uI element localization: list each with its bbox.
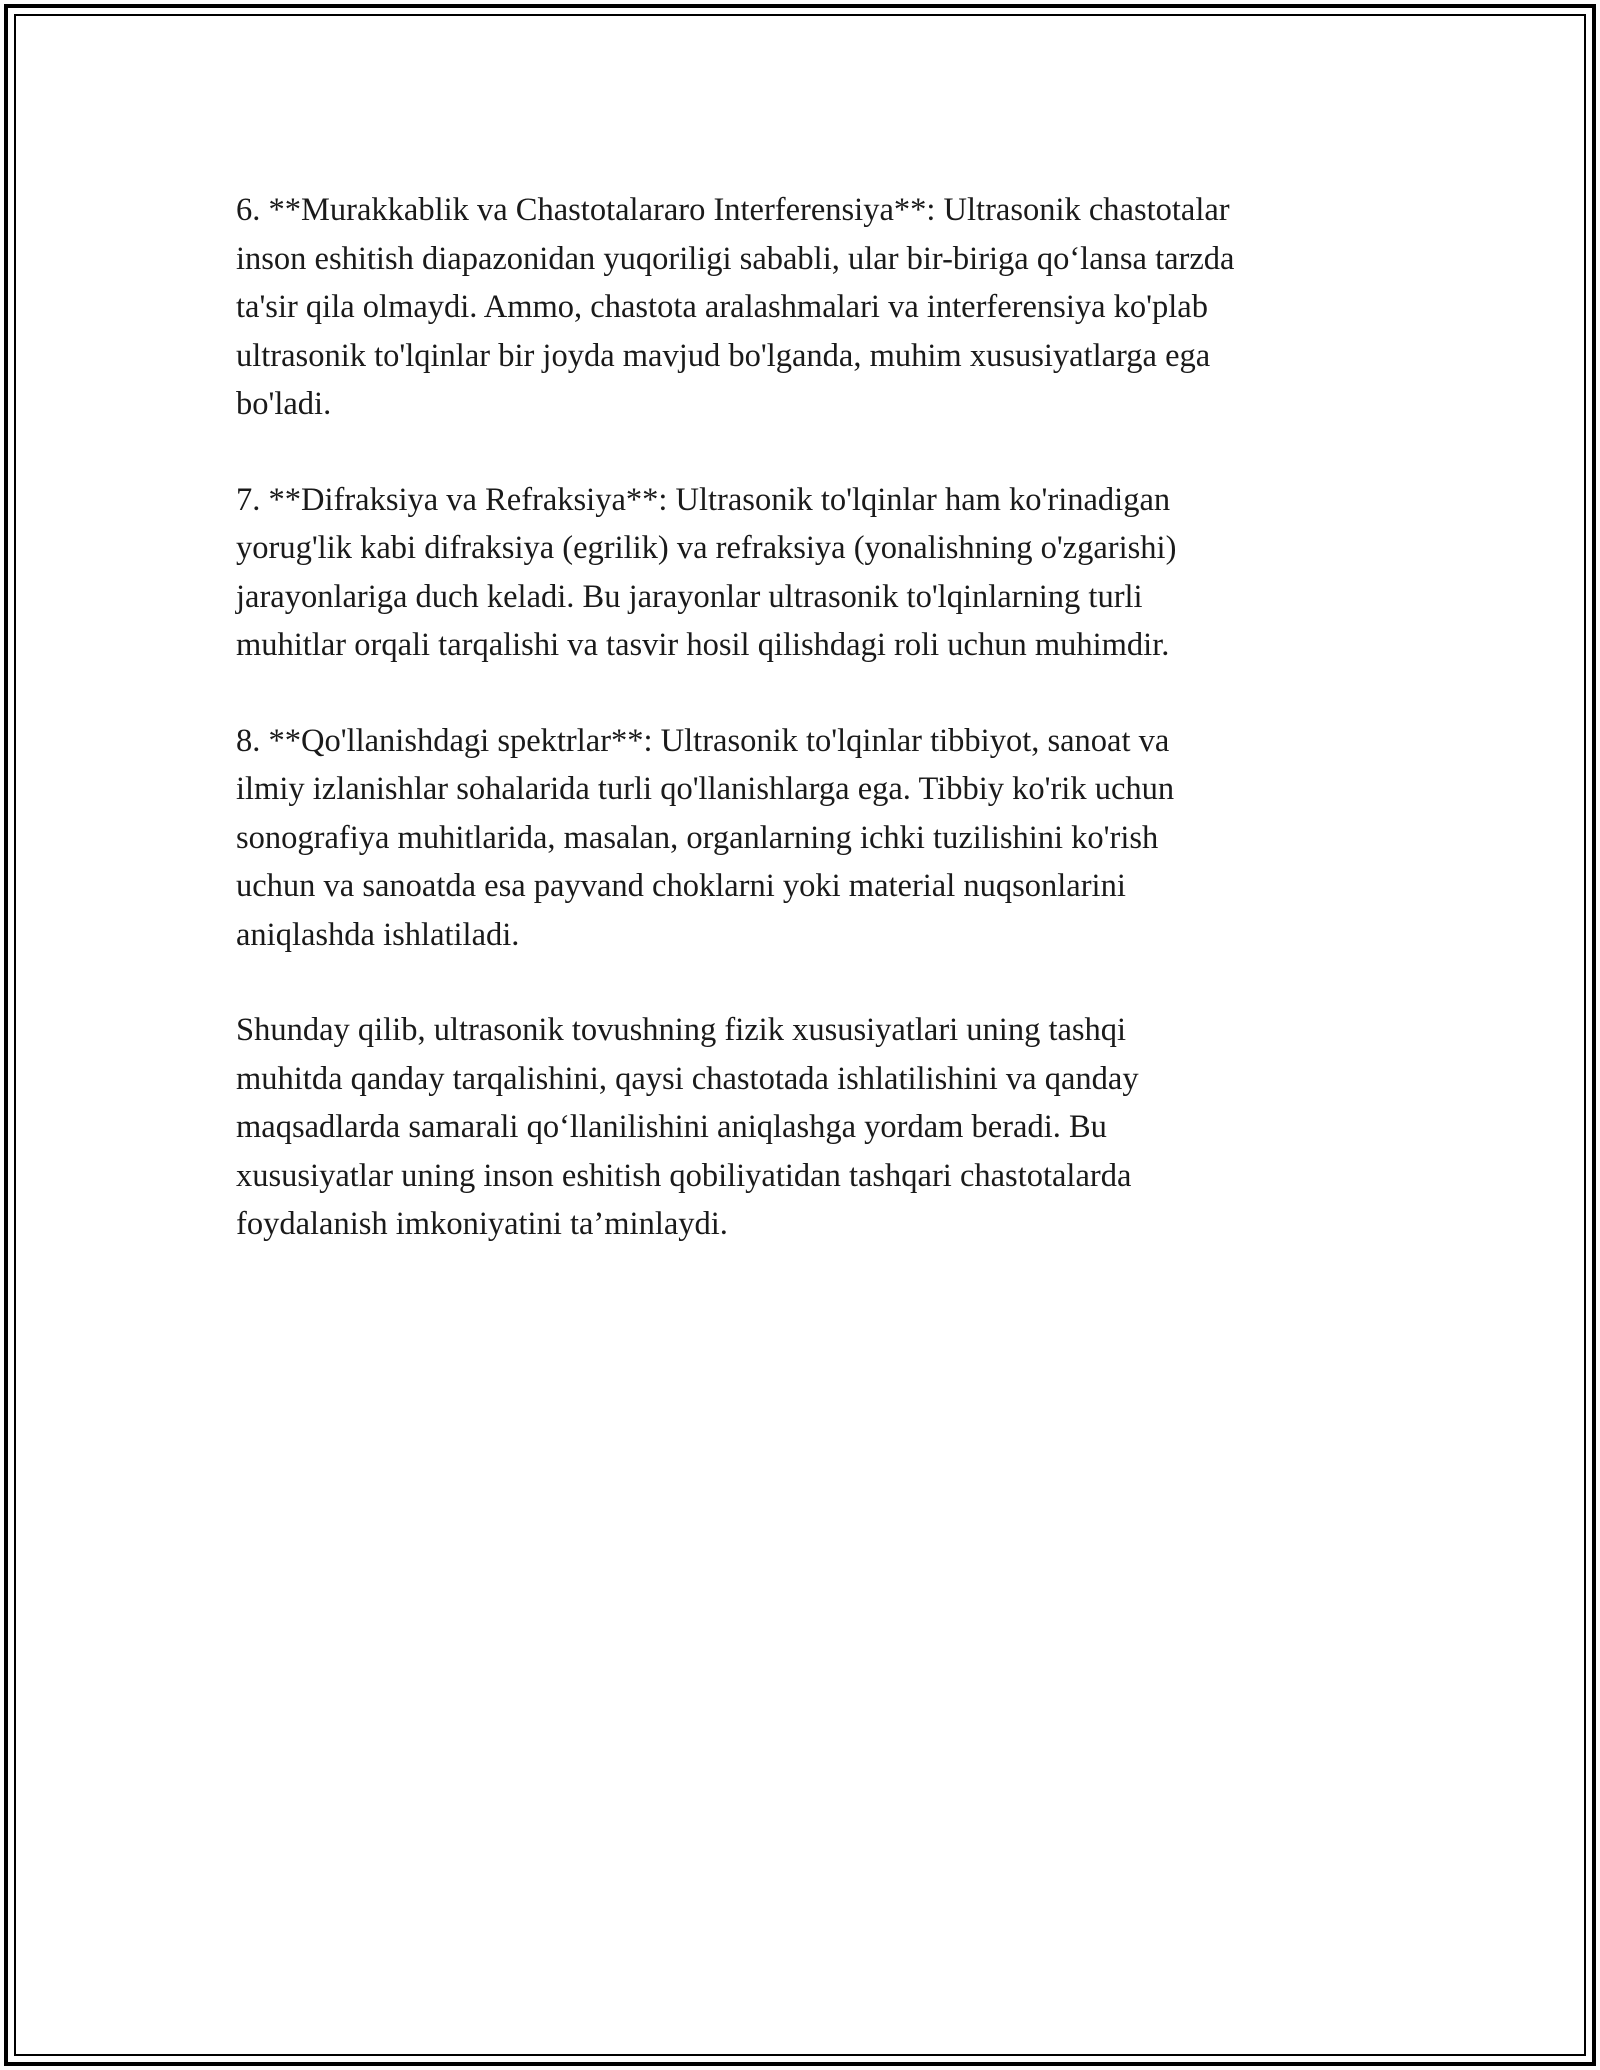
text-line: xususiyatlar uning inson eshitish qobiliyatidan tashqari chastotalarda — [236, 1157, 1132, 1194]
text-line: aniqlashda ishlatiladi. — [236, 916, 520, 953]
text-line: 8. **Qo'llanishdagi spektrlar**: Ultrasonik to'lqinlar tibbiyot, sanoat va — [236, 722, 1170, 759]
text-line: foydalanish imkoniyatini ta’minlaydi. — [236, 1206, 728, 1242]
text-line: maqsadlarda samarali qo‘llanilishini aniqlashga yordam beradi. Bu — [236, 1109, 1107, 1145]
paragraph-interference — [236, 186, 1386, 429]
text-line: Shunday qilib, ultrasonik tovushning fizik xususiyatlari uning tashqi — [236, 1012, 1127, 1048]
text-line: sonografiya muhitlarida, masalan, organlarning ichki tuzilishini ko'rish — [236, 819, 1159, 856]
text-line: inson eshitish diapazonidan yuqoriligi sababli, ular bir-biriga qo‘lansa tarzda — [236, 240, 1235, 277]
text-line: ilmiy izlanishlar sohalarida turli qo'llanishlarga ega. Tibbiy ko'rik uchun — [236, 771, 1175, 807]
document-body — [236, 186, 1386, 1296]
text-line: yorug'lik kabi difraksiya (egrilik) va refraksiya (yonalishning o'zgarishi) — [236, 530, 1177, 566]
paragraph-applications — [236, 717, 1386, 960]
text-line: muhitlar orqali tarqalishi va tasvir hosil qilishdagi roli uchun muhimdir. — [236, 627, 1170, 663]
text-line: uchun va sanoatda esa payvand choklarni yoki material nuqsonlarini — [236, 868, 1126, 904]
text-line: muhitda qanday tarqalishini, qaysi chastotada ishlatilishini va qanday — [236, 1060, 1139, 1097]
text-line: 7. **Difraksiya va Refraksiya**: Ultrasonik to'lqinlar ham ko'rinadigan — [236, 481, 1171, 518]
paragraph-conclusion — [236, 1006, 1386, 1249]
text-line: ultrasonik to'lqinlar bir joyda mavjud bo'lganda, muhim xususiyatlarga ega — [236, 337, 1211, 374]
text-line: ta'sir qila olmaydi. Ammo, chastota aralashmalari va interferensiya ko'plab — [236, 289, 1208, 325]
paragraph-diffraction — [236, 476, 1386, 670]
text-line: 6. **Murakkablik va Chastotalararo Interferensiya**: Ultrasonik chastotalar — [236, 192, 1230, 228]
text-line: jarayonlariga duch keladi. Bu jarayonlar ultrasonik to'lqinlarning turli — [236, 578, 1143, 615]
text-line: bo'ladi. — [236, 386, 332, 422]
